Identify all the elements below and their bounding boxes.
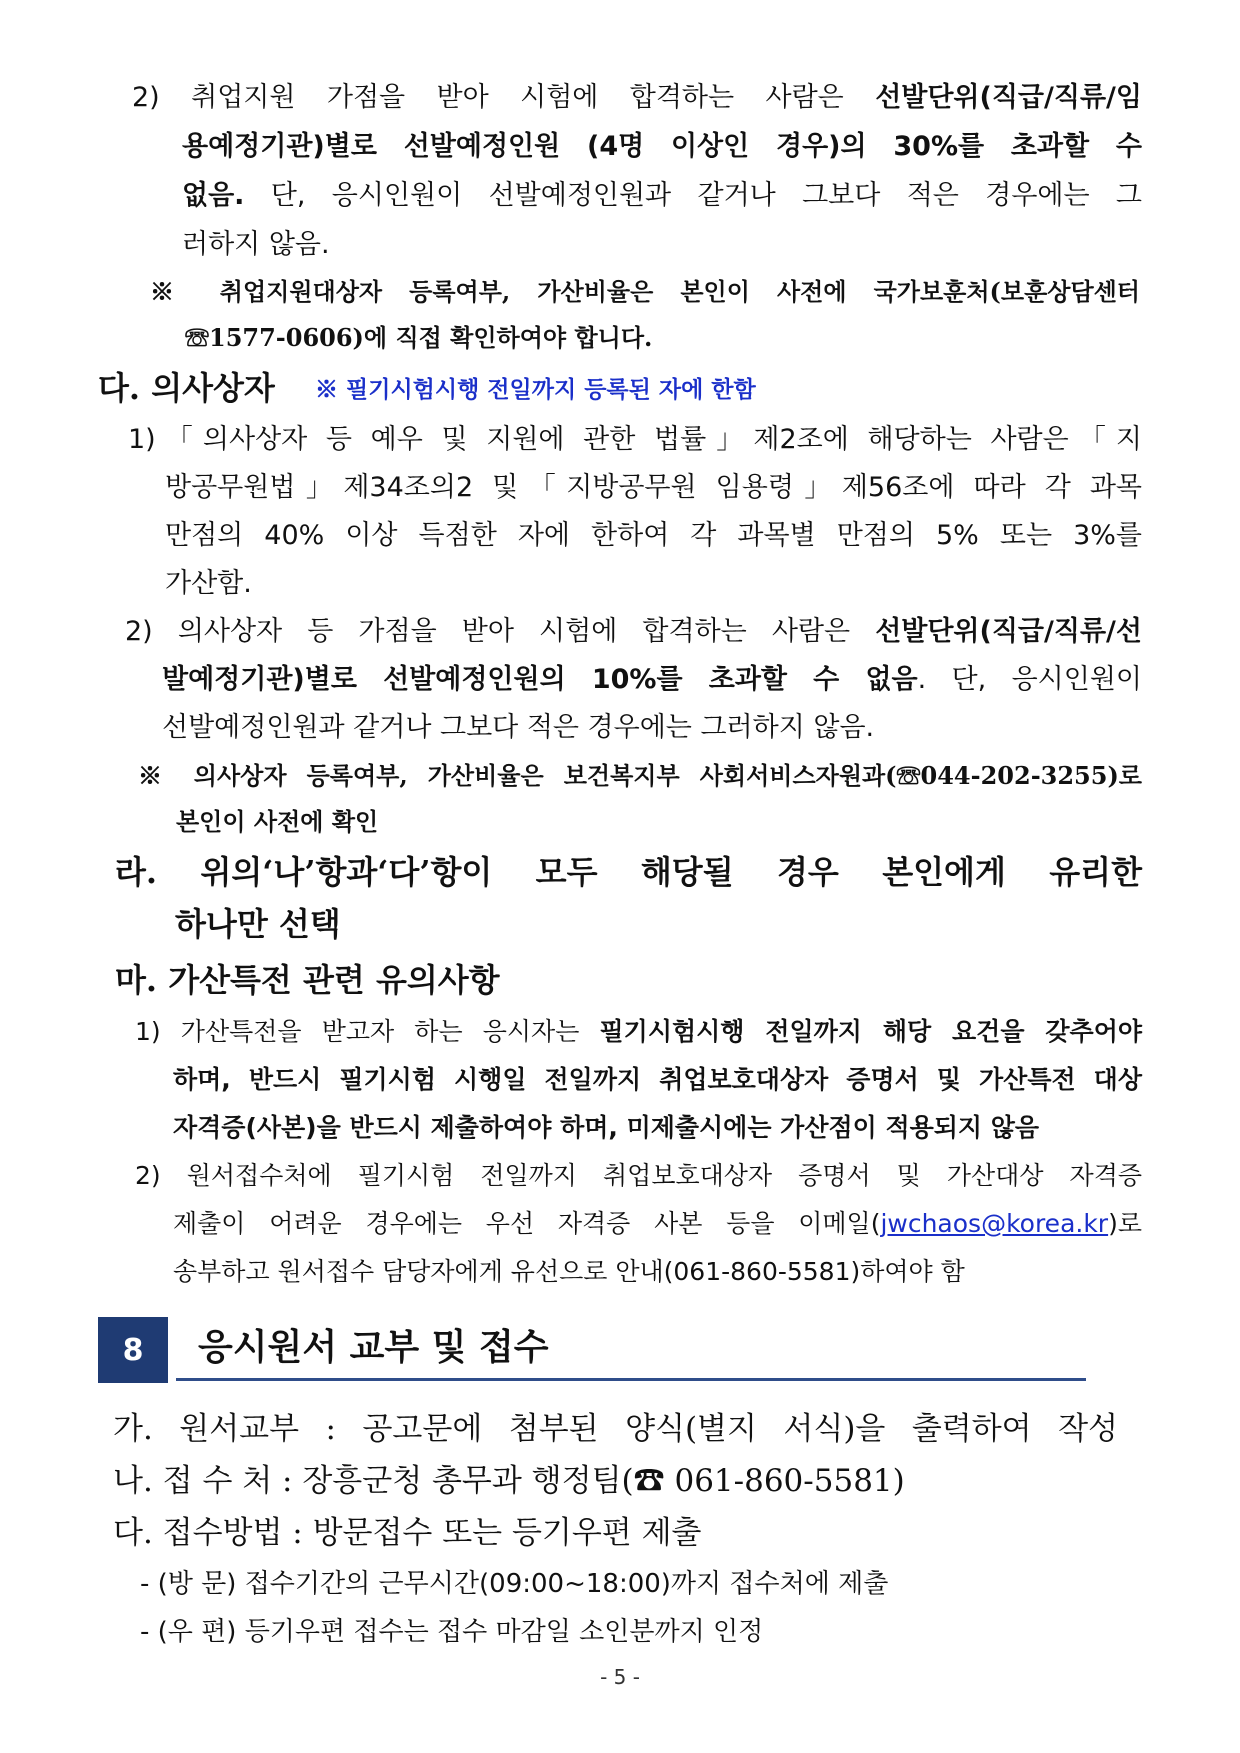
section8-mail: - (우 편) 등기우편 접수는 접수 마감일 소인분까지 인정: [140, 1617, 764, 1647]
section-da-footnote-line1: ※ 의사상자 등록여부, 가산비율은 보건복지부 사회서비스자원과(☏044-202-3255)로: [138, 761, 1142, 790]
section-ra-line1: 라. 위의‘나’항과‘다’항이 모두 해당될 경우 본인에게 유리한: [115, 853, 1142, 891]
section-title: 응시원서 교부 및 접수: [198, 1327, 549, 1368]
section-ma-item1-line3: 자격증(사본)을 반드시 제출하여야 하며, 미제출시에는 가산점이 적용되지 않음: [173, 1113, 1040, 1142]
section-da-item1-line1: 1)「의사상자 등 예우 및 지원에 관한 법률」제2조에 해당하는 사람은「지: [128, 424, 1142, 455]
section-ma-item2-line2: 제출이 어려운 경우에는 우선 자격증 사본 등을 이메일(jwchaos@korea.kr)로: [173, 1209, 1142, 1238]
employment-item2-line4: 러하지 않음.: [182, 229, 330, 260]
employment-item2-line2: 용예정기관)별로 선발예정인원 (4명 이상인 경우)의 30%를 초과할 수: [182, 131, 1142, 162]
section-da-note: ※ 필기시험시행 전일까지 등록된 자에 한함: [315, 376, 756, 403]
section8-na: 나. 접 수 처 : 장흥군청 총무과 행정팀(☎ 061-860-5581): [113, 1463, 905, 1499]
section-ma-item2-line3: 송부하고 원서접수 담당자에게 유선으로 안내(061-860-5581)하여야 함: [173, 1257, 965, 1286]
section8-visit: - (방 문) 접수기간의 근무시간(09:00~18:00)까지 접수처에 제출: [140, 1569, 889, 1599]
section-da-item1-line2: 방공무원법」제34조의2 및「지방공무원 임용령」제56조에 따라 각 과목: [165, 472, 1142, 503]
section-da-item2-line3: 선발예정인원과 같거나 그보다 적은 경우에는 그러하지 않음.: [162, 712, 875, 743]
employment-note-line2: ☏1577-0606)에 직접 확인하여야 합니다.: [185, 323, 653, 352]
section-ma-item1-line2: 하며, 반드시 필기시험 시행일 전일까지 취업보호대상자 증명서 및 가산특전 대상: [173, 1065, 1142, 1094]
section-da-item1-line3: 만점의 40% 이상 득점한 자에 한하여 각 과목별 만점의 5% 또는 3%를: [165, 520, 1142, 551]
section-ma-heading: 마. 가산특전 관련 유의사항: [115, 961, 500, 999]
section8-da: 다. 접수방법 : 방문접수 또는 등기우편 제출: [113, 1515, 702, 1551]
section-da-item2-line1: 2) 의사상자 등 가점을 받아 시험에 합격하는 사람은 선발단위(직급/직류/선: [125, 616, 1142, 647]
section-da-item1-line4: 가산함.: [165, 568, 252, 599]
section-da-item2-line2: 발예정기관)별로 선발예정인원의 10%를 초과할 수 없음. 단, 응시인원이: [162, 664, 1142, 695]
employment-item2-line1: 2) 취업지원 가점을 받아 시험에 합격하는 사람은 선발단위(직급/직류/임: [132, 82, 1142, 113]
section-da-footnote-line2: 본인이 사전에 확인: [176, 807, 379, 836]
section-number-badge: 8: [98, 1317, 168, 1383]
email-link[interactable]: jwchaos@korea.kr: [880, 1209, 1109, 1238]
section8-ga: 가. 원서교부 : 공고문에 첨부된 양식(별지 서식)을 출력하여 작성: [113, 1411, 1118, 1447]
section-da-heading: 다. 의사상자: [98, 369, 275, 407]
section-title-underline: [176, 1378, 1086, 1381]
page-number: - 5 -: [600, 1665, 640, 1689]
employment-note-line1: ※ 취업지원대상자 등록여부, 가산비율은 본인이 사전에 국가보훈처(보훈상담센터: [150, 277, 1140, 306]
section-ma-item2-line1: 2) 원서접수처에 필기시험 전일까지 취업보호대상자 증명서 및 가산대상 자격증: [135, 1161, 1142, 1190]
employment-item2-line3: 없음. 단, 응시인원이 선발예정인원과 같거나 그보다 적은 경우에는 그: [182, 180, 1142, 211]
section-ma-item1-line1: 1) 가산특전을 받고자 하는 응시자는 필기시험시행 전일까지 해당 요건을 갖추어야: [135, 1017, 1142, 1046]
section-ra-line2: 하나만 선택: [175, 905, 341, 943]
